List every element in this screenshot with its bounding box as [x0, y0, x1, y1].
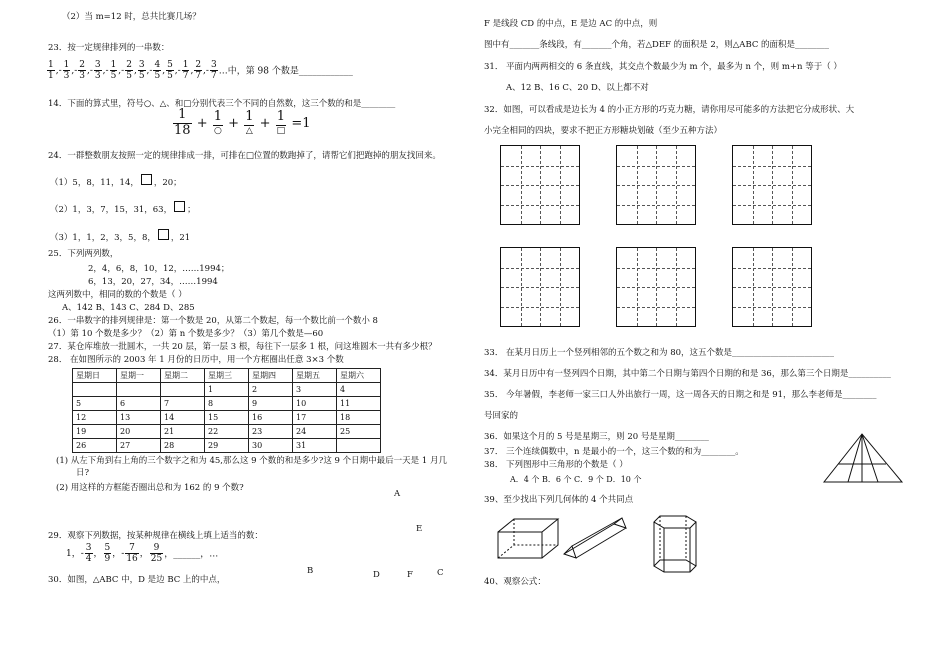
calendar-row	[73, 383, 381, 397]
sequence-separator: ,-	[146, 66, 153, 77]
cuboid-figure	[496, 516, 562, 562]
q35-text-cont: 号回家的	[484, 411, 519, 421]
fraction-term: $\frac{2}{3}$	[79, 60, 86, 82]
sequence-separator: ，	[93, 549, 103, 560]
fraction-term: $\frac{5}{5}$	[167, 60, 173, 82]
calendar-cell: 29	[205, 439, 249, 453]
calendar-cell: 26	[73, 439, 117, 453]
sequence-separator: ,-	[118, 66, 125, 77]
q38-options: A．4 个 B．6 个 C．9 个 D．10 个	[510, 475, 642, 484]
calendar-row	[73, 425, 381, 439]
q14-text: 14．下面的算式里，符号○、△、和□分别代表三个不同的自然数，这三个数的和是________	[48, 99, 396, 109]
calendar-cell: 28	[161, 439, 205, 453]
sequence-separator: ，-	[112, 549, 125, 560]
sequence-separator: ,	[162, 66, 166, 77]
calendar-header-row	[73, 369, 381, 383]
fraction-term: $\frac{3}{5}$	[138, 60, 145, 82]
calendar-cell: 12	[73, 411, 117, 425]
calendar-cell: 星期五	[293, 369, 337, 383]
chocolate-grid	[500, 247, 580, 327]
calendar-cell: 2	[249, 383, 293, 397]
calendar-cell: 30	[249, 439, 293, 453]
q23-tail: …中，第 98 个数是____________	[218, 66, 353, 77]
q25-options: A、142 B、143 C、284 D、285	[62, 303, 195, 313]
calendar-cell: 24	[293, 425, 337, 439]
calendar-cell	[337, 439, 381, 453]
calendar-table	[72, 368, 381, 453]
q32-text-cont: 小完全相同的四块，要求不把正方形糖块划破（至少五种方法）	[484, 126, 723, 136]
q38-text: 38． 下列图形中三角形的个数是（ ）	[484, 460, 628, 470]
q28-text: 28． 在如图所示的 2003 年 1 月份的日历中，用一个方框圈出任意 3×3 个数	[48, 355, 344, 365]
q30-text: 30．如图，△ABC 中，D 是边 BC 上的中点，	[48, 575, 226, 585]
sequence-separator: ,-	[174, 66, 181, 77]
chocolate-grid	[500, 145, 580, 225]
calendar-row	[73, 397, 381, 411]
chocolate-grid	[616, 247, 696, 327]
calendar-cell	[161, 383, 205, 397]
fraction-term: $\frac{1}{1}$	[48, 60, 54, 82]
sequence-separator: 1，-	[66, 549, 84, 560]
q14-equation: $\frac{1}{18}$ + $\frac{1}{○}$ + $\frac{1}{\triangle}$ + $\frac{1}{□}$ =1	[174, 107, 311, 138]
calendar-cell: 17	[293, 411, 337, 425]
prism-figure	[562, 516, 634, 562]
triangle-label-c: C	[437, 568, 444, 578]
q23-label: 23．按一定规律排列的一串数：	[48, 43, 170, 53]
calendar-cell: 星期三	[205, 369, 249, 383]
calendar-cell: 7	[161, 397, 205, 411]
q28-part1: (1) 从左下角到右上角的三个数字之和为 45,那么这 9 个数的和是多少?这 9 个日期中最后一天是 1 月几	[56, 456, 447, 466]
triangle-label-f: F	[407, 570, 413, 580]
calendar-cell: 星期四	[249, 369, 293, 383]
triangle-label-d: D	[373, 570, 380, 580]
calendar-cell: 星期六	[337, 369, 381, 383]
q25-text: 25．下列两列数，	[48, 249, 119, 259]
calendar-cell: 1	[205, 383, 249, 397]
calendar-cell: 16	[249, 411, 293, 425]
fraction-term: $\frac{3}{7}$	[210, 60, 217, 82]
chocolate-grid	[616, 145, 696, 225]
q29-text: 29．观察下列数据，按某种规律在横线上填上适当的数：	[48, 531, 263, 541]
calendar-cell: 5	[73, 397, 117, 411]
q30-continued: F 是线段 CD 的中点，E 是边 AC 的中点，则	[484, 19, 658, 29]
fraction-term: $\frac{5}{9}$	[104, 543, 111, 565]
calendar-cell: 14	[161, 411, 205, 425]
calendar-cell: 星期二	[161, 369, 205, 383]
q28-part2: (2) 用这样的方框能否圈出总和为 162 的 9 个数?	[56, 483, 244, 493]
q32-text: 32．如图，可以看成是边长为 4 的小正方形的巧克力糖，请你用尽可能多的方法把它分成形状、大	[484, 105, 855, 115]
sequence-separator: ,-	[203, 66, 209, 77]
calendar-cell: 25	[337, 425, 381, 439]
answer-box[interactable]	[141, 174, 152, 185]
calendar-cell: 27	[117, 439, 161, 453]
q33-text: 33． 在某月日历上一个竖列相邻的五个数之和为 80，这五个数是________________________	[484, 348, 835, 358]
answer-box[interactable]	[174, 201, 185, 212]
q40-text: 40、观察公式：	[484, 577, 546, 587]
q25-seq-a: 2，4，6，8，10，12，……1994；	[88, 264, 230, 274]
fraction-term: $\frac{4}{5}$	[154, 60, 161, 82]
sequence-separator: ,-	[55, 66, 62, 77]
calendar-cell: 31	[293, 439, 337, 453]
q24-part2: （2）1，3，7，15，31，63， ；	[50, 201, 196, 216]
calendar-cell: 3	[293, 383, 337, 397]
calendar-cell: 23	[249, 425, 293, 439]
q27-text: 27．某仓库堆放一批圆木，一共 20 层，第一层 3 根，每往下一层多 1 根，问这堆圆木一共有多少根？	[48, 342, 437, 352]
q34-text: 34．某月日历中有一竖列四个日期，其中第二个日期与第四个日期的和是 36，那么第三个日期是__________	[484, 369, 891, 379]
q39-text: 39、至少找出下列几何体的 4 个共同点	[484, 495, 634, 505]
calendar-cell: 6	[117, 397, 161, 411]
calendar-cell: 19	[73, 425, 117, 439]
triangle-label-a: A	[394, 489, 401, 499]
q24-text: 24．一群整数朋友按照一定的规律排成一排，可排在□位置的数跑掉了，请帮它们把跑掉的朋友找回来。	[48, 151, 441, 161]
fraction-term: $\frac{1}{7}$	[182, 60, 189, 82]
calendar-cell: 22	[205, 425, 249, 439]
q25-question: 这两列数中，相同的数的个数是（ ）	[48, 290, 187, 300]
triangle-label-e: E	[416, 524, 423, 534]
calendar-cell: 星期日	[73, 369, 117, 383]
q35-text: 35． 今年暑假，李老师一家三口人外出旅行一周，这一周各天的日期之和是 91，那么李老师是________	[484, 390, 877, 400]
triangle-label-b: B	[307, 566, 314, 576]
q23-sequence	[46, 60, 353, 82]
calendar-cell: 21	[161, 425, 205, 439]
q26-subquestions: （1）第 10 个数是多少？（2）第 n 个数是多少？（3）第几个数是—60	[48, 329, 324, 339]
q29-sequence: 1，- $\frac{3}{4}$ ， $\frac{5}{9}$ ，- $\frac{7}{16}$ ， $\frac{9}{25}$ ，______，…	[66, 543, 219, 565]
calendar-cell	[117, 383, 161, 397]
fraction-term: $\frac{1}{5}$	[110, 60, 117, 82]
q24-part1: （1）5，8，11，14， ，20；	[50, 174, 182, 189]
calendar-cell: 15	[205, 411, 249, 425]
calendar-cell: 10	[293, 397, 337, 411]
q22-part2: （2）当 m=12 时，总共比赛几场？	[62, 12, 201, 22]
calendar-cell: 13	[117, 411, 161, 425]
sequence-separator: ,	[190, 66, 194, 77]
calendar-row	[73, 439, 381, 453]
sequence-separator: ,-	[87, 66, 93, 77]
calendar-cell: 8	[205, 397, 249, 411]
q37-text: 37． 三个连续偶数中，n 是最小的一个，这三个数的和为________。	[484, 447, 744, 457]
q31-options: A、12 B、16 C、20 D、以上都不对	[506, 83, 649, 93]
sequence-separator: ，	[139, 549, 149, 560]
q31-text: 31． 平面内两两相交的 6 条直线，其交点个数最少为 m 个，最多为 n 个，则 m+n 等于（ ）	[484, 62, 842, 72]
q25-seq-b: 6，13，20，27，34，……1994	[88, 277, 218, 287]
q24-part3: （3）1，1，2，3，5，8， ，21	[50, 229, 190, 244]
sequence-separator: ,-	[71, 66, 78, 77]
fraction-term: $\frac{3}{3}$	[94, 60, 101, 82]
calendar-cell: 4	[337, 383, 381, 397]
chocolate-grid	[732, 247, 812, 327]
calendar-cell: 11	[337, 397, 381, 411]
fraction-term: $\frac{7}{16}$	[126, 543, 138, 565]
q36-text: 36．如果这个月的 5 号是星期三，则 20 号是星期________	[484, 432, 709, 442]
fraction-term: $\frac{3}{4}$	[85, 543, 92, 565]
q28-part1-cont: 日?	[76, 468, 90, 478]
answer-box[interactable]	[158, 229, 169, 240]
triangle-count-figure	[822, 432, 904, 486]
calendar-row	[73, 411, 381, 425]
q26-text: 26．一串数字的排列规律是：第一个数是 20，从第二个数起，每一个数比前一个数小 8	[48, 316, 378, 326]
calendar-cell: 20	[117, 425, 161, 439]
calendar-cell	[73, 383, 117, 397]
chocolate-grid	[732, 145, 812, 225]
calendar-cell: 星期一	[117, 369, 161, 383]
fraction-term: $\frac{1}{3}$	[63, 60, 70, 82]
fraction-term: $\frac{9}{25}$	[150, 543, 163, 565]
sequence-separator: ,	[133, 66, 137, 77]
q30-question: 图中有_______条线段，有_______个角，若△DEF 的面积是 2，则△ABC 的面积是________	[484, 40, 830, 50]
calendar-cell: 18	[337, 411, 381, 425]
fraction-term: $\frac{2}{7}$	[195, 60, 202, 82]
calendar-cell: 9	[249, 397, 293, 411]
sequence-separator: ,-	[102, 66, 109, 77]
hexagonal-prism-figure	[650, 512, 702, 574]
fraction-term: $\frac{2}{5}$	[126, 60, 132, 82]
